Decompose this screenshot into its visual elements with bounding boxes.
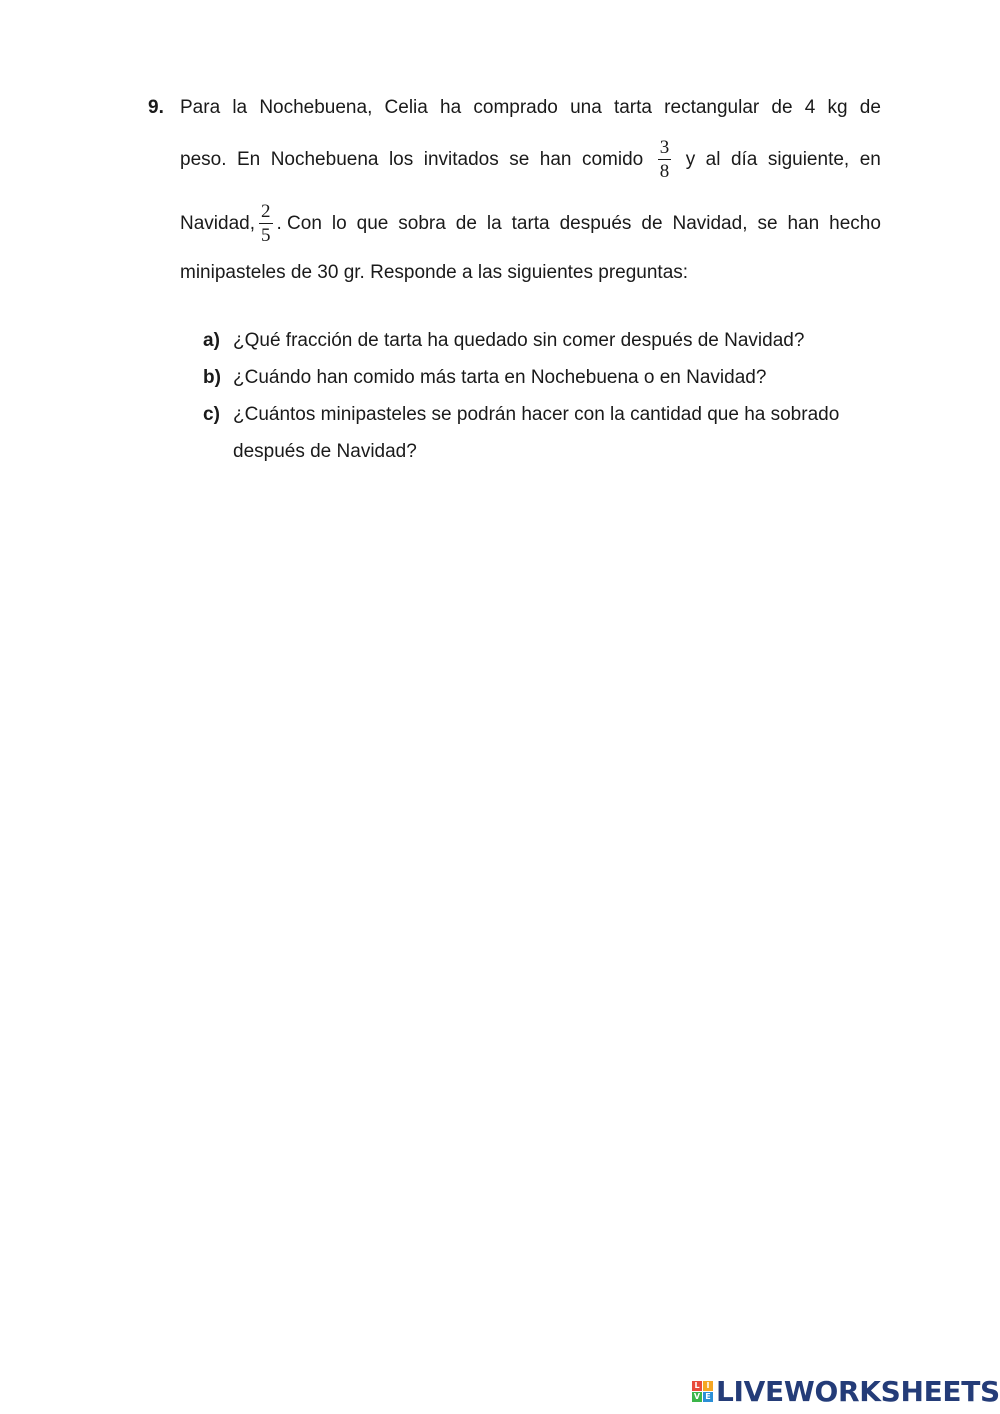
question-letter: a)	[203, 330, 220, 351]
question-item	[203, 396, 883, 470]
fraction-denominator: 5	[261, 224, 271, 246]
word: Navidad,	[180, 213, 255, 234]
word: de	[455, 213, 477, 234]
word: sobra	[398, 213, 446, 234]
word: lo	[331, 213, 347, 234]
word: se	[757, 213, 778, 234]
word: En	[236, 149, 261, 170]
fraction	[259, 201, 273, 248]
word: tarta	[613, 97, 652, 118]
word: tarta	[511, 213, 550, 234]
word: Para	[180, 97, 221, 118]
fraction-segment	[180, 201, 322, 248]
problem-number: 9.	[148, 97, 164, 118]
word: rectangular	[664, 97, 760, 118]
word: día	[730, 149, 758, 170]
logo-text: LIVEWORKSHEETS	[716, 1374, 1000, 1408]
statement-line-3	[180, 198, 881, 250]
fraction-denominator: 8	[659, 160, 670, 182]
word: han	[787, 213, 820, 234]
word: después	[559, 213, 632, 234]
fraction	[658, 137, 672, 184]
word: la	[486, 213, 502, 234]
word: en	[859, 149, 881, 170]
fraction-numerator: 2	[261, 200, 271, 222]
question-letter: c)	[203, 404, 220, 425]
word: al	[705, 149, 721, 170]
word: . Con	[276, 213, 322, 234]
word: comprado	[473, 97, 558, 118]
word: 4	[804, 97, 816, 118]
word: de	[641, 213, 663, 234]
fraction-numerator: 3	[659, 136, 670, 158]
word: invitados	[423, 149, 499, 170]
statement-line-2	[180, 134, 881, 186]
question-text: después de Navidad?	[233, 441, 417, 462]
word: de	[859, 97, 881, 118]
logo-mark-cell: L	[692, 1381, 702, 1391]
logo-mark-cell: I	[703, 1381, 713, 1391]
question-text: ¿Cuántos minipasteles se podrán hacer con la cantidad que ha sobrado	[233, 404, 840, 425]
statement-line-4: minipasteles de 30 gr. Responde a las siguientes preguntas:	[180, 262, 689, 283]
liveworksheets-logo	[692, 1376, 1000, 1406]
statement-line-1	[180, 96, 881, 120]
word: se	[509, 149, 530, 170]
word: de	[771, 97, 793, 118]
question-text: ¿Qué fracción de tarta ha quedado sin comer después de Navidad?	[233, 330, 805, 351]
question-item	[203, 322, 883, 359]
word: una	[570, 97, 602, 118]
word: y	[685, 149, 696, 170]
question-text: ¿Cuándo han comido más tarta en Nochebuena o en Navidad?	[233, 367, 767, 388]
question-letter: b)	[203, 367, 221, 388]
word: Navidad,	[672, 213, 748, 234]
word: han	[539, 149, 572, 170]
word: que	[356, 213, 389, 234]
logo-mark-cell: V	[693, 1391, 701, 1401]
word: peso.	[180, 149, 227, 170]
logo-mark-cell: E	[703, 1392, 713, 1402]
word: Celia	[384, 97, 428, 118]
word: comido	[581, 149, 644, 170]
word: siguiente,	[767, 149, 850, 170]
logo-mark-icon	[692, 1381, 713, 1402]
word: kg	[827, 97, 848, 118]
word: Nochebuena,	[259, 97, 373, 118]
word: hecho	[829, 213, 881, 234]
word: la	[232, 97, 248, 118]
question-list	[203, 322, 883, 470]
word: los	[388, 149, 414, 170]
word: ha	[440, 97, 462, 118]
word: Nochebuena	[270, 149, 379, 170]
question-item	[203, 359, 883, 396]
